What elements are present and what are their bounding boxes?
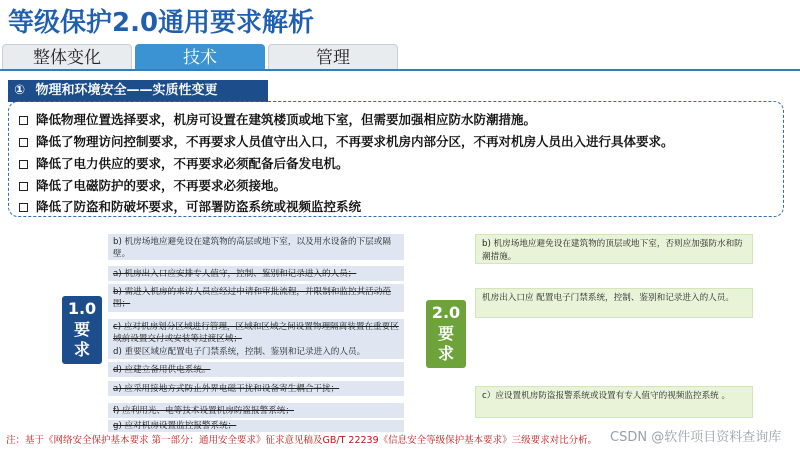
- v1-requirement: f) 应利用光、电等技术设置机房防盗报警系统；: [108, 403, 404, 418]
- watermark: CSDN @软件项目资料查询库: [610, 430, 782, 445]
- tab-management[interactable]: [268, 44, 398, 70]
- checkbox-icon: [19, 138, 28, 147]
- v2-badge: [426, 300, 466, 368]
- summary-bullet: [19, 154, 349, 172]
- tab-bar: [0, 44, 800, 70]
- summary-bullet: [19, 132, 674, 150]
- checkbox-icon: [19, 203, 28, 212]
- v1-requirement: a) 应采用接地方式防止外界电磁干扰和设备寄生耦合干扰；: [108, 381, 404, 396]
- summary-bullet: [19, 110, 536, 128]
- summary-box: [8, 101, 784, 217]
- v2-requirement: 机房出入口应 配置电子门禁系统，控制、鉴别和记录进入的人员。: [475, 288, 753, 318]
- tab-label: 技术: [183, 48, 217, 68]
- v1-badge-version: 1.0: [67, 299, 97, 318]
- summary-bullet: [19, 176, 286, 194]
- v2-requirement: b) 机房场地应避免设在建筑物的顶层或地下室，否则应加强防水和防潮措施。: [475, 234, 753, 264]
- v1-requirement: d) 重要区域应配置电子门禁系统，控制、鉴别和记录进入的人员。: [108, 344, 404, 359]
- bullet-text: 降低了物理访问控制要求，不再要求人员值守出入口，不再要求机房内部分区，不再对机房人员出入进行具体要求。: [36, 134, 674, 149]
- v1-badge: [62, 296, 102, 364]
- bullet-text: 降低了电力供应的要求，不再要求必须配备后备发电机。: [36, 156, 349, 171]
- tab-label: 整体变化: [33, 48, 101, 68]
- checkbox-icon: [19, 182, 28, 191]
- bullet-text: 降低了防盗和防破坏要求，可部署防盗系统或视频监控系统: [36, 199, 362, 214]
- tab-underline: [0, 69, 800, 71]
- v1-requirement: g) 应对机房设置监控报警系统；: [108, 420, 404, 432]
- footnote: 注：基于《网络安全保护基本要求 第一部分：通用安全要求》征求意见稿及GB/T 22239《信息安全等级保护基本要求》三级要求对比分析。: [6, 435, 598, 446]
- section-header: [8, 80, 268, 102]
- v1-badge-label: 要 求: [73, 320, 90, 359]
- bullet-text: 降低了电磁防护的要求，不再要求必须接地。: [36, 178, 287, 193]
- v2-badge-version: 2.0: [431, 303, 461, 322]
- tab-label: 管理: [316, 48, 350, 68]
- v2-badge-label: 要 求: [437, 324, 454, 363]
- checkbox-icon: [19, 160, 28, 169]
- bullet-text: 降低物理位置选择要求，机房可设置在建筑楼顶或地下室，但需要加强相应防水防潮措施。: [36, 112, 537, 127]
- tab-overall-changes[interactable]: [2, 44, 132, 70]
- checkbox-icon: [19, 116, 28, 125]
- v1-requirement: d) 应建立备用供电系统。: [108, 362, 404, 377]
- page-title: 等级保护2.0通用要求解析: [8, 8, 315, 38]
- v1-requirement: c) 应对机房划分区域进行管理，区域和区域之间设置物理隔离装置在重要区域前设置交付或安装等过渡区域；: [108, 319, 404, 345]
- v1-requirement: b) 需进入机房的来访人员应经过申请和审批流程，并限制和监控其活动范围；: [108, 284, 404, 312]
- section-number: ①: [14, 83, 26, 98]
- v2-requirement: c）应设置机房防盗报警系统或设置有专人值守的视频监控系统 。: [475, 386, 753, 418]
- tab-technology[interactable]: [135, 44, 265, 70]
- summary-bullet: [19, 197, 361, 215]
- v1-requirement: a) 机房出入口应安排专人值守，控制、鉴别和记录进入的人员；: [108, 266, 404, 281]
- v1-requirement: b) 机房场地应避免设在建筑物的高层或地下室，以及用水设备的下层或隔壁。: [108, 234, 404, 260]
- section-label: 物理和环境安全——实质性变更: [35, 83, 218, 98]
